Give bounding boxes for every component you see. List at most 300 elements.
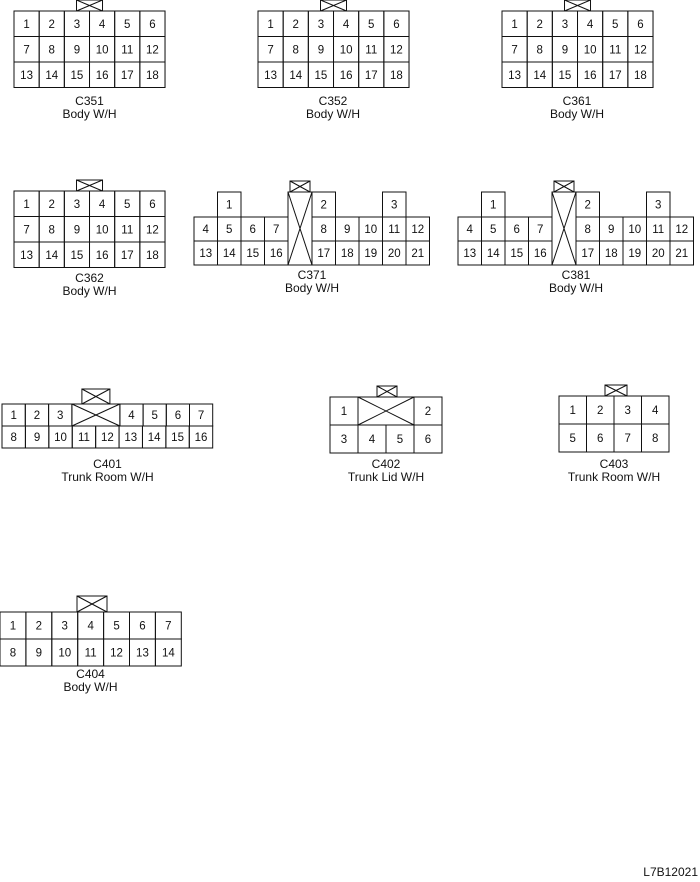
pin-cell: [2, 426, 25, 448]
pin-label: 18: [390, 69, 403, 82]
keyway-cross-icon: [72, 404, 120, 426]
pin-label: 17: [317, 248, 331, 260]
caption-c401: [2, 458, 213, 484]
pin-cell: [2, 404, 25, 426]
pin-label: 14: [533, 69, 547, 82]
pin-label: 5: [226, 224, 233, 236]
pin-cell: [334, 37, 359, 63]
pin-cell: [14, 37, 39, 63]
pin-label: 9: [33, 432, 41, 444]
pin-cell: [578, 11, 603, 37]
connector-c351: [14, 0, 165, 88]
pin-label: 3: [561, 18, 569, 31]
pin-label: 4: [98, 198, 106, 211]
pin-cell: [258, 11, 283, 37]
pin-cell: [39, 191, 64, 217]
pin-cell: [155, 639, 181, 666]
connector-name: C401: [93, 457, 122, 471]
pin-label: 11: [388, 224, 401, 236]
pin-cell: [647, 241, 671, 265]
pin-cell: [49, 404, 72, 426]
pin-cell: [64, 242, 89, 268]
pin-label: 3: [340, 434, 348, 446]
pin-cell: [64, 37, 89, 63]
pin-label: 13: [20, 69, 33, 82]
pin-label: 8: [652, 433, 659, 445]
pin-label: 17: [364, 69, 378, 82]
pin-label: 1: [490, 199, 497, 212]
lock-tab-icon: [77, 180, 103, 191]
pin-label: 9: [344, 224, 351, 236]
pin-label: 1: [569, 405, 576, 417]
harness-name: Body W/H: [305, 107, 360, 121]
pin-label: 17: [120, 69, 134, 82]
pin-label: 15: [246, 248, 260, 260]
connector-c362: [14, 180, 165, 268]
pin-cell: [628, 11, 653, 37]
pin-cell: [642, 424, 670, 452]
pin-cell: [312, 192, 336, 217]
pin-cell: [308, 37, 333, 63]
pin-cell: [308, 11, 333, 37]
pin-label: 2: [597, 405, 604, 417]
pin-label: 19: [628, 248, 642, 260]
pin-cell: [527, 11, 552, 37]
pin-label: 11: [121, 224, 134, 237]
pin-label: 2: [292, 18, 299, 31]
pin-label: 8: [9, 647, 17, 660]
connector-name: C352: [318, 94, 348, 108]
pin-cell: [14, 191, 39, 217]
pin-label: 3: [73, 198, 81, 211]
pin-cell: [39, 217, 64, 243]
pin-cell: [358, 425, 386, 453]
pin-cell: [90, 242, 115, 268]
pin-label: 2: [33, 410, 41, 422]
harness-name: Trunk Room W/H: [61, 470, 154, 484]
pin-label: 5: [113, 620, 120, 633]
pin-label: 10: [95, 44, 109, 57]
keyway-cross-icon: [552, 192, 576, 265]
pin-cell: [194, 241, 218, 265]
harness-name: Body W/H: [63, 680, 118, 694]
pin-label: 7: [273, 224, 280, 236]
pin-cell: [194, 217, 218, 241]
pin-cell: [72, 426, 95, 448]
harness-name: Trunk Room W/H: [567, 470, 661, 484]
pin-cell: [603, 11, 628, 37]
pin-cell: [283, 62, 308, 88]
pin-label: 12: [390, 44, 403, 57]
pin-label: 1: [267, 18, 274, 31]
pin-label: 17: [608, 69, 622, 82]
figure-id: L7B12021: [643, 865, 698, 879]
connector-c371: [194, 181, 430, 265]
pin-label: 12: [100, 432, 114, 444]
pin-label: 7: [511, 44, 518, 57]
pin-cell: [414, 397, 442, 425]
pin-cell: [78, 639, 104, 666]
pin-label: 12: [110, 647, 123, 660]
caption-c352: [258, 95, 408, 121]
lock-tab-icon: [82, 389, 110, 404]
pin-label: 14: [222, 248, 236, 260]
pin-label: 11: [77, 432, 90, 444]
pin-label: 9: [73, 224, 81, 237]
pin-cell: [406, 241, 430, 265]
caption-c361: [502, 95, 652, 121]
pin-label: 9: [561, 44, 569, 57]
pin-label: 16: [95, 249, 109, 262]
pin-cell: [189, 426, 212, 448]
pin-label: 4: [652, 405, 659, 417]
pin-cell: [115, 191, 140, 217]
pin-label: 13: [264, 69, 277, 82]
pin-label: 7: [267, 44, 274, 57]
pin-cell: [140, 242, 165, 268]
pin-cell: [0, 639, 26, 666]
pin-cell: [241, 217, 265, 241]
connector-name: C404: [76, 667, 105, 681]
lock-tab-icon: [605, 385, 627, 396]
pin-label: 7: [624, 433, 631, 445]
pin-cell: [115, 62, 140, 88]
lock-tab-icon: [77, 596, 107, 612]
pin-cell: [25, 404, 48, 426]
pin-cell: [482, 192, 506, 217]
pin-label: 9: [73, 44, 81, 57]
pin-label: 1: [511, 18, 518, 31]
pin-label: 20: [651, 248, 665, 260]
pin-label: 7: [23, 224, 30, 237]
caption-c403: [559, 458, 669, 484]
caption-c381: [458, 269, 694, 295]
caption-c402: [330, 458, 442, 484]
pin-label: 18: [604, 248, 618, 260]
pin-cell: [600, 217, 624, 241]
pin-cell: [90, 217, 115, 243]
pin-cell: [552, 37, 577, 63]
pin-cell: [241, 241, 265, 265]
pin-label: 4: [87, 620, 94, 633]
pin-cell: [359, 11, 384, 37]
pin-label: 14: [45, 249, 59, 262]
pin-label: 11: [652, 224, 665, 236]
pin-cell: [308, 62, 333, 88]
pin-cell: [96, 426, 119, 448]
pin-label: 1: [9, 620, 17, 633]
keyway-cross-icon: [358, 397, 414, 425]
pin-cell: [383, 241, 407, 265]
pin-cell: [384, 37, 409, 63]
pin-cell: [383, 217, 407, 241]
pin-label: 9: [608, 224, 615, 236]
connector-name: C403: [599, 457, 629, 471]
pin-label: 6: [139, 620, 146, 633]
pin-label: 19: [364, 248, 378, 260]
pin-cell: [600, 241, 624, 265]
pin-label: 13: [199, 248, 213, 260]
pin-label: 13: [20, 249, 33, 262]
pin-label: 21: [675, 248, 689, 260]
harness-name: Body W/H: [549, 107, 604, 121]
pin-cell: [336, 241, 360, 265]
pin-label: 8: [536, 44, 543, 57]
pin-label: 6: [149, 198, 156, 211]
keyway-cross-icon: [288, 192, 312, 265]
pin-label: 17: [581, 248, 595, 260]
pin-cell: [359, 241, 383, 265]
pin-label: 14: [147, 432, 161, 444]
pin-label: 15: [70, 69, 84, 82]
pin-label: 11: [121, 44, 134, 57]
pin-label: 3: [391, 199, 398, 212]
pin-label: 6: [637, 18, 644, 31]
pin-label: 2: [584, 199, 591, 212]
harness-name: Trunk Lid W/H: [347, 470, 425, 484]
pin-cell: [115, 242, 140, 268]
connector-c352: [258, 0, 409, 88]
pin-label: 8: [320, 224, 327, 236]
pin-label: 3: [624, 405, 631, 417]
pin-cell: [166, 426, 189, 448]
harness-name: Body W/H: [62, 284, 117, 298]
pin-cell: [218, 241, 242, 265]
pin-label: 10: [628, 224, 642, 236]
pin-cell: [576, 241, 600, 265]
connector-c361: [502, 0, 653, 88]
pin-label: 3: [317, 18, 325, 31]
pin-label: 4: [586, 18, 594, 31]
pin-cell: [330, 425, 358, 453]
pin-cell: [90, 37, 115, 63]
pin-label: 18: [340, 248, 354, 260]
pin-label: 8: [48, 224, 55, 237]
pin-label: 12: [411, 224, 425, 236]
pin-cell: [26, 612, 52, 639]
pin-label: 5: [490, 224, 497, 236]
pin-cell: [155, 612, 181, 639]
pin-cell: [119, 426, 142, 448]
pin-cell: [603, 37, 628, 63]
pin-cell: [384, 11, 409, 37]
caption-c362: [14, 272, 165, 298]
harness-name: Body W/H: [62, 107, 117, 121]
pin-label: 4: [128, 410, 135, 422]
pin-cell: [265, 241, 289, 265]
pin-cell: [330, 397, 358, 425]
pin-cell: [52, 612, 78, 639]
pin-cell: [265, 217, 289, 241]
pin-cell: [39, 62, 64, 88]
lock-tab-icon: [77, 0, 103, 11]
pin-label: 4: [98, 18, 106, 31]
pin-label: 6: [424, 434, 432, 446]
caption-c404: [0, 668, 181, 694]
pin-label: 8: [292, 44, 299, 57]
pin-label: 16: [95, 69, 109, 82]
pin-label: 11: [84, 647, 97, 660]
pin-cell: [670, 241, 694, 265]
pin-label: 3: [61, 620, 68, 633]
pin-cell: [406, 217, 430, 241]
pin-label: 14: [289, 69, 303, 82]
pin-label: 16: [269, 248, 283, 260]
harness-name: Body W/H: [548, 281, 603, 295]
pin-label: 13: [508, 69, 521, 82]
pin-cell: [334, 11, 359, 37]
pin-cell: [39, 11, 64, 37]
pin-cell: [190, 404, 213, 426]
pin-label: 4: [368, 434, 376, 446]
pin-label: 16: [339, 69, 353, 82]
pin-label: 6: [149, 18, 156, 31]
pin-label: 2: [48, 198, 55, 211]
pin-label: 7: [165, 620, 172, 633]
pin-cell: [359, 62, 384, 88]
pin-cell: [527, 62, 552, 88]
pin-label: 12: [675, 224, 689, 236]
caption-c351: [14, 95, 165, 121]
pin-label: 1: [23, 18, 30, 31]
harness-name: Body W/H: [284, 281, 339, 295]
pin-cell: [603, 62, 628, 88]
pin-label: 10: [364, 224, 378, 236]
pin-label: 3: [73, 18, 81, 31]
pin-label: 6: [249, 224, 256, 236]
connector-name: C402: [371, 457, 401, 471]
pin-cell: [482, 217, 506, 241]
pin-cell: [64, 62, 89, 88]
pin-label: 12: [146, 44, 159, 57]
pin-cell: [623, 241, 647, 265]
pin-label: 5: [368, 18, 375, 31]
pin-cell: [578, 62, 603, 88]
pin-label: 17: [120, 249, 134, 262]
connector-name: C381: [561, 268, 591, 282]
pin-label: 2: [48, 18, 55, 31]
pin-label: 16: [194, 432, 208, 444]
pin-label: 14: [161, 647, 175, 660]
pin-cell: [529, 217, 553, 241]
pin-label: 20: [387, 248, 401, 260]
pin-cell: [502, 37, 527, 63]
pin-label: 12: [146, 224, 159, 237]
connector-c402: [330, 386, 442, 453]
pin-cell: [383, 192, 407, 217]
pin-label: 2: [536, 18, 543, 31]
pin-label: 10: [339, 44, 353, 57]
pin-label: 14: [45, 69, 59, 82]
pin-cell: [482, 241, 506, 265]
pin-label: 4: [466, 224, 473, 236]
pin-label: 2: [320, 199, 327, 212]
pin-label: 15: [314, 69, 328, 82]
pin-cell: [104, 639, 130, 666]
pin-cell: [115, 37, 140, 63]
pin-cell: [552, 62, 577, 88]
pin-label: 9: [35, 647, 43, 660]
pin-cell: [283, 11, 308, 37]
pin-cell: [587, 396, 615, 424]
pin-label: 1: [10, 410, 17, 422]
pin-cell: [587, 424, 615, 452]
pin-label: 6: [393, 18, 400, 31]
pin-cell: [14, 217, 39, 243]
pin-cell: [628, 37, 653, 63]
pin-cell: [90, 62, 115, 88]
pin-cell: [458, 217, 482, 241]
pin-label: 6: [597, 433, 604, 445]
pin-label: 3: [655, 199, 662, 212]
pin-label: 2: [35, 620, 43, 633]
pin-label: 10: [54, 432, 67, 444]
pin-label: 9: [317, 44, 325, 57]
pin-cell: [14, 11, 39, 37]
pin-cell: [642, 396, 670, 424]
pin-label: 1: [23, 198, 30, 211]
pin-label: 7: [23, 44, 30, 57]
pin-cell: [578, 37, 603, 63]
pin-cell: [90, 191, 115, 217]
pin-cell: [505, 217, 529, 241]
pin-label: 1: [340, 406, 348, 418]
pin-label: 13: [124, 432, 138, 444]
pin-label: 15: [558, 69, 572, 82]
pin-cell: [64, 217, 89, 243]
pin-cell: [670, 217, 694, 241]
pin-cell: [115, 11, 140, 37]
pin-cell: [140, 62, 165, 88]
pin-cell: [25, 426, 48, 448]
pin-cell: [64, 11, 89, 37]
pin-label: 6: [513, 224, 520, 236]
connector-name: C371: [297, 268, 327, 282]
caption-c371: [194, 269, 430, 295]
pin-label: 16: [583, 69, 597, 82]
pin-label: 21: [411, 248, 425, 260]
pin-cell: [458, 241, 482, 265]
connector-c404: [0, 596, 181, 666]
pin-cell: [39, 242, 64, 268]
pin-cell: [218, 217, 242, 241]
pin-cell: [258, 62, 283, 88]
pin-cell: [90, 11, 115, 37]
pin-cell: [552, 11, 577, 37]
pin-cell: [623, 217, 647, 241]
pin-label: 15: [171, 432, 184, 444]
pin-cell: [359, 37, 384, 63]
pin-label: 8: [48, 44, 55, 57]
pin-cell: [312, 241, 336, 265]
pin-label: 13: [463, 248, 477, 260]
pin-cell: [49, 426, 72, 448]
pin-cell: [130, 639, 156, 666]
pin-cell: [140, 11, 165, 37]
pin-label: 10: [583, 44, 597, 57]
pin-cell: [120, 404, 143, 426]
lock-tab-icon: [565, 0, 591, 11]
pin-cell: [283, 37, 308, 63]
pin-label: 5: [612, 18, 619, 31]
pin-label: 5: [396, 434, 404, 446]
pin-cell: [647, 192, 671, 217]
pin-cell: [64, 191, 89, 217]
pin-cell: [614, 424, 642, 452]
pin-cell: [218, 192, 242, 217]
pin-label: 4: [342, 18, 350, 31]
pin-cell: [336, 217, 360, 241]
